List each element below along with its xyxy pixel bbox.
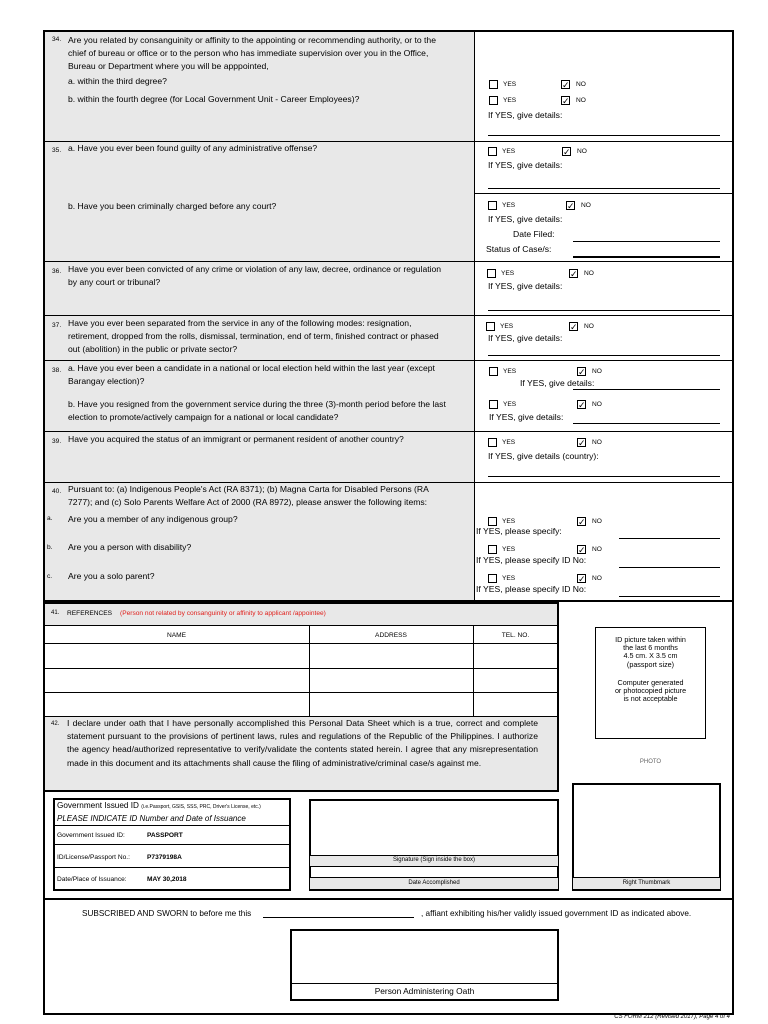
q35a-text: a. Have you ever been found guilty of any administrative offense? [68, 143, 318, 153]
q38b-yes-checkbox[interactable] [489, 400, 498, 409]
no-label: NO [577, 148, 587, 155]
no-label: NO [592, 368, 602, 375]
no-label: NO [592, 401, 602, 408]
q39-details-label: If YES, give details (country): [488, 451, 599, 461]
q34-line3: Bureau or Department where you will be apppointed, [68, 61, 269, 71]
form-footer: CS FORM 212 (Revised 2017), Page 4 of 4 [614, 1014, 730, 1020]
q40a-details-field[interactable] [619, 538, 720, 539]
references-row[interactable] [44, 644, 558, 668]
q40-line2: 7277); and (c) Solo Parents Welfare Act of 2000 (RA 8972), please answer the following items: [68, 497, 428, 507]
q40b-letter: b. [47, 544, 53, 551]
q35b-date-filed-label: Date Filed: [513, 229, 555, 239]
date-accomplished-label: Date Accomplished [408, 880, 460, 886]
q38b-line1: b. Have you resigned from the government service during the three (3)-month period before the last [68, 399, 446, 409]
q40c-details-label: If YES, please specify ID No: [476, 584, 587, 594]
q40-number: 40. [52, 488, 62, 495]
issuance-label: Date/Place of Issuance: [57, 876, 127, 883]
thumbmark-box[interactable] [572, 783, 721, 891]
q38b-line2: election to promote/actively campaign for a national or local candidate? [68, 412, 339, 422]
government-id-title: Government Issued ID [57, 801, 139, 810]
q36-details-field[interactable] [488, 310, 720, 311]
q35b-yes-checkbox[interactable] [488, 201, 497, 210]
q34a-text: a. within the third degree? [68, 76, 167, 86]
q35b-text: b. Have you been criminally charged before any court? [68, 201, 277, 211]
q40a-no-checkbox[interactable]: ✓ [578, 517, 586, 527]
row-divider-37 [44, 360, 733, 361]
references-header-address: ADDRESS [375, 632, 407, 639]
q39-line1: Have you acquired the status of an immigrant or permanent resident of another country? [68, 434, 404, 444]
q40c-no-checkbox[interactable]: ✓ [578, 574, 586, 584]
signature-label: Signature (Sign inside the box) [392, 857, 476, 863]
q40b-no-checkbox[interactable]: ✓ [578, 545, 586, 555]
photo-instruction-line: 4.5 cm. X 3.5 cm [623, 651, 678, 661]
issuance-value[interactable]: MAY 30,2018 [147, 876, 187, 883]
q34b-yes-checkbox[interactable] [489, 96, 498, 105]
q35a-details-label: If YES, give details: [488, 160, 563, 170]
q34a-yes-checkbox[interactable] [489, 80, 498, 89]
q38a-no-checkbox[interactable]: ✓ [578, 367, 586, 377]
declaration-number: 42. [51, 721, 60, 727]
no-label: NO [592, 575, 602, 582]
signature-rule-bottom [310, 866, 558, 867]
q37-details-label: If YES, give details: [488, 333, 563, 343]
q37-line2: retirement, dropped from the rolls, dismissal, termination, end of term, finished contract or phased [68, 331, 439, 341]
references-header-top [44, 625, 558, 626]
references-title: REFERENCES [67, 610, 113, 617]
no-label: NO [581, 202, 591, 209]
q35b-no-checkbox[interactable]: ✓ [567, 201, 575, 211]
no-label: NO [584, 270, 594, 277]
q38a-line1: a. Have you ever been a candidate in a national or local election held within the last year (except [68, 363, 435, 373]
q35a-yes-checkbox[interactable] [488, 147, 497, 156]
references-number: 41. [51, 610, 60, 616]
sworn-suffix: , affiant exhibiting his/her validly issued government ID as indicated above. [421, 909, 692, 918]
q35b-details-label: If YES, give details: [488, 214, 563, 224]
q34-line1: Are you related by consanguinity or affinity to the appointing or recommending authority, or to the [68, 35, 436, 45]
q34b-text: b. within the fourth degree (for Local Government Unit - Career Employees)? [68, 94, 360, 104]
q36-number: 36. [52, 268, 62, 275]
q37-line1: Have you ever been separated from the service in any of the following modes: resignation, [68, 318, 412, 328]
references-row[interactable] [44, 693, 558, 716]
q37-number: 37. [52, 322, 62, 329]
q38a-details-label: If YES, give details: [520, 378, 595, 388]
thumbmark-label: Right Thumbmark [622, 880, 671, 886]
yes-label: YES [502, 439, 516, 446]
row-divider-35b [474, 193, 733, 194]
yes-label: YES [503, 81, 517, 88]
photo-instruction-line: (passport size) [626, 659, 675, 669]
q37-yes-checkbox[interactable] [486, 322, 495, 331]
yes-label: YES [503, 368, 517, 375]
q40c-text: Are you a solo parent? [68, 571, 155, 581]
q40b-details-label: If YES, please specify ID No: [476, 555, 587, 565]
yes-label: YES [500, 323, 514, 330]
q34-details-label: If YES, give details: [488, 110, 563, 120]
q40a-text: Are you a member of any indigenous group? [68, 514, 238, 524]
q37-line3: out (abolition) in the public or private sector? [68, 344, 238, 354]
q40a-letter: a. [47, 515, 53, 522]
yes-label: YES [502, 546, 516, 553]
id-number-label: ID/License/Passport No.: [57, 854, 130, 861]
q38b-details-field[interactable] [573, 423, 720, 424]
q40c-details-field[interactable] [619, 596, 720, 597]
photo-instruction-line: the last 6 months [623, 643, 678, 653]
q39-number: 39. [52, 438, 62, 445]
photo-instruction-line: or photocopied picture [614, 686, 687, 696]
q40-line1: Pursuant to: (a) Indigenous People's Act (RA 8371); (b) Magna Carta for Disabled Persons (RA [68, 484, 429, 494]
q38-number: 38. [52, 367, 62, 374]
yes-label: YES [501, 270, 515, 277]
yes-label: YES [502, 575, 516, 582]
yes-label: YES [503, 401, 517, 408]
yes-label: YES [502, 148, 516, 155]
q34-details-field[interactable] [488, 135, 720, 136]
government-id-value[interactable]: PASSPORT [147, 832, 183, 839]
q37-no-checkbox[interactable]: ✓ [570, 322, 578, 332]
no-label: NO [592, 439, 602, 446]
yes-label: YES [502, 202, 516, 209]
q38a-details-field[interactable] [573, 389, 720, 390]
oath-signature-rule [291, 983, 558, 984]
q36-line1: Have you ever been convicted of any crime or violation of any law, decree, ordinance or regulation [68, 264, 442, 274]
no-label: NO [592, 518, 602, 525]
q40c-letter: c. [47, 573, 53, 580]
q38b-details-label: If YES, give details: [489, 412, 564, 422]
row-divider-35 [44, 261, 733, 262]
no-label: NO [592, 546, 602, 553]
q40b-details-field[interactable] [619, 567, 720, 568]
q35-number: 35. [52, 147, 62, 154]
no-label: NO [576, 81, 586, 88]
q35a-details-field[interactable] [488, 188, 720, 189]
government-id-label: Government Issued ID: [57, 832, 125, 839]
answers-divider [474, 31, 475, 601]
government-id-row-rule [54, 867, 290, 868]
references-row[interactable] [44, 669, 558, 692]
government-id-instruction: PLEASE INDICATE ID Number and Date of Issuance [57, 814, 246, 823]
q38a-yes-checkbox[interactable] [489, 367, 498, 376]
q35b-status-field[interactable] [573, 256, 720, 258]
q35a-no-checkbox[interactable]: ✓ [563, 147, 571, 157]
declaration-text: I declare under oath that I have personally accomplished this Personal Data Sheet which is a true, correct and complete statement pursuant to the provisions of pertinent laws, rules and regulations of the Republic of the Philippines. I authorize the agency head/authorized representative to verify/validate the contents stated herein. I agree that any misrepresentation made in this document and its attachments shall cause the filing of administrative/criminal case/s against me. [67, 718, 538, 768]
q35b-date-filed-field[interactable] [573, 241, 720, 242]
q36-details-label: If YES, give details: [488, 281, 563, 291]
government-id-header-rule [54, 825, 290, 826]
photo-instruction-line: ID picture taken within [615, 635, 686, 644]
government-id-title-note: (i.e.Passport, GSIS, SSS, PRC, Driver's License, etc.) [141, 804, 261, 810]
q37-details-field[interactable] [488, 355, 720, 356]
q40b-yes-checkbox[interactable] [488, 545, 497, 554]
oath-administering-label: Person Administering Oath [374, 986, 475, 996]
no-label: NO [576, 97, 586, 104]
q34b-no-checkbox[interactable]: ✓ [562, 96, 570, 106]
q35b-status-label: Status of Case/s: [486, 244, 552, 254]
yes-label: YES [503, 97, 517, 104]
q38b-no-checkbox[interactable]: ✓ [578, 400, 586, 410]
q36-no-checkbox[interactable]: ✓ [570, 269, 578, 279]
q40a-details-label: If YES, please specify: [476, 526, 562, 536]
q39-yes-checkbox[interactable] [488, 438, 497, 447]
id-number-value[interactable]: P7379198A [147, 854, 182, 861]
no-label: NO [584, 323, 594, 330]
sworn-date-field[interactable] [263, 917, 414, 918]
references-header-tel: TEL. NO. [501, 632, 530, 639]
references-header-name: NAME [166, 632, 187, 639]
photo-label: PHOTO [639, 759, 662, 765]
q40b-text: Are you a person with disability? [68, 542, 192, 552]
q34a-no-checkbox[interactable]: ✓ [562, 80, 570, 90]
yes-label: YES [502, 518, 516, 525]
q36-line2: by any court or tribunal? [68, 277, 161, 287]
oath-top-rule [43, 898, 734, 900]
row-divider-38 [44, 431, 733, 432]
q39-details-field[interactable] [488, 476, 720, 477]
photo-instruction-line: is not acceptable [623, 694, 678, 704]
q34-number: 34. [52, 36, 62, 43]
q34-line2: chief of bureau or office or to the person who has immediate supervision over you in the Office, [68, 48, 429, 58]
q38a-line2: Barangay election)? [68, 376, 145, 386]
q40c-yes-checkbox[interactable] [488, 574, 497, 583]
sworn-prefix: SUBSCRIBED AND SWORN to before me this [82, 909, 252, 918]
q36-yes-checkbox[interactable] [487, 269, 496, 278]
references-note: (Person not related by consanguinity or affinity to applicant /appointee) [120, 610, 326, 617]
row-divider-36 [44, 315, 733, 316]
photo-instructions [595, 636, 706, 703]
government-id-row-rule [54, 844, 290, 845]
photo-instruction-line: Computer generated [617, 677, 684, 687]
q39-no-checkbox[interactable]: ✓ [578, 438, 586, 448]
